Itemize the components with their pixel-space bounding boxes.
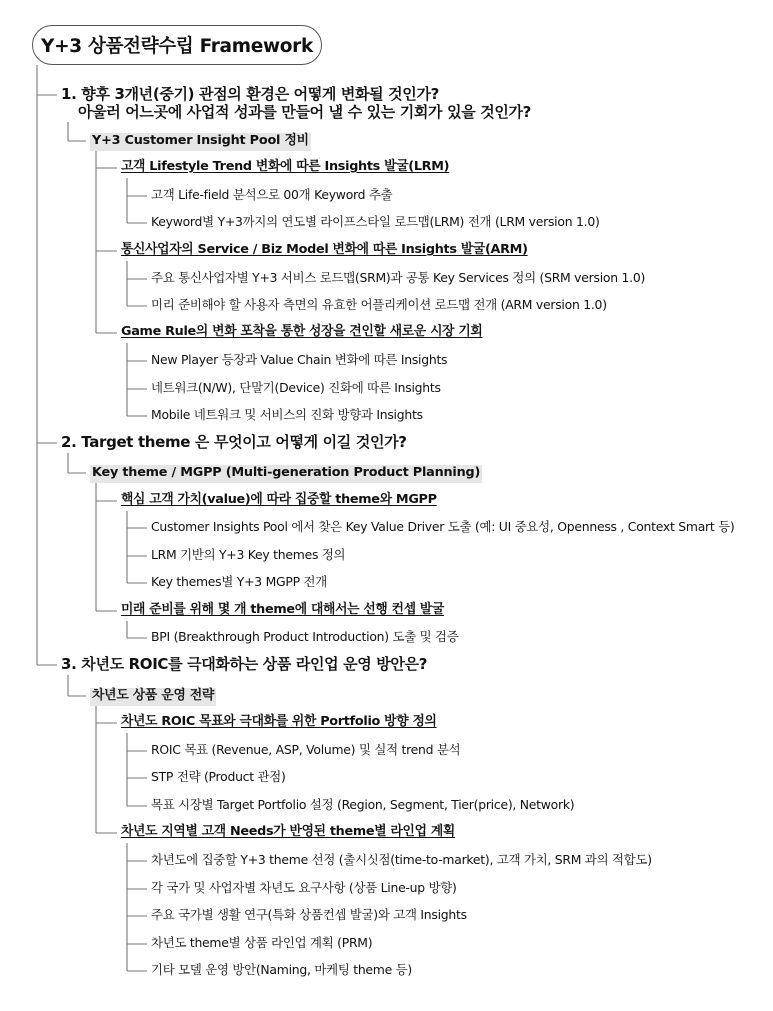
section-1-topic-3-item-1: New Player 등장과 Value Chain 변화에 따른 Insights xyxy=(151,352,448,367)
section-2-question: 2. Target theme 은 무엇이고 어떻게 이길 것인가? xyxy=(61,433,407,451)
section-1-topic-1-item-1: 고객 Life-field 분석으로 00개 Keyword 추출 xyxy=(151,187,393,202)
section-1-topic-1-item-2: Keyword별 Y+3까지의 연도별 라이프스타일 로드맵(LRM) 전개 (LRM version 1.0) xyxy=(151,214,600,229)
section-3-topic-2-item-4: 차년도 theme별 상품 라인업 계획 (PRM) xyxy=(151,935,373,950)
section-3-topic-2-item-1: 차년도에 집중할 Y+3 theme 선정 (출시싯점(time-to-market), 고객 가치, SRM 과의 적합도) xyxy=(151,852,652,867)
section-2-group: Key theme / MGPP (Multi-generation Product Planning) xyxy=(90,465,482,483)
section-3-question: 3. 차년도 ROIC를 극대화하는 상품 라인업 운영 방안은? xyxy=(61,655,428,673)
section-3-topic-1-item-1: ROIC 목표 (Revenue, ASP, Volume) 및 실적 trend 분석 xyxy=(151,742,461,757)
section-1-topic-1: 고객 Lifestyle Trend 변화에 따른 Insights 발굴(LRM) xyxy=(121,159,450,174)
section-3-topic-1: 차년도 ROIC 목표와 극대화를 위한 Portfolio 방향 정의 xyxy=(121,714,437,729)
section-2-topic-2-item-1: BPI (Breakthrough Product Introduction) 도출 및 검증 xyxy=(151,629,459,644)
section-3-topic-2-item-2: 각 국가 및 사업자별 차년도 요구사항 (상품 Line-up 방향) xyxy=(151,880,457,895)
section-2-topic-1: 핵심 고객 가치(value)에 따라 집중할 theme와 MGPP xyxy=(121,492,437,507)
section-1-topic-2-item-2: 미리 준비해야 할 사용자 측면의 유효한 어플리케이션 로드맵 전개 (ARM version 1.0) xyxy=(151,297,607,312)
section-3-topic-1-item-2: STP 전략 (Product 관점) xyxy=(151,769,286,784)
section-2-topic-1-item-2: LRM 기반의 Y+3 Key themes 정의 xyxy=(151,547,346,562)
framework-title-box xyxy=(32,25,322,65)
section-3-topic-2-item-5: 기타 모델 운영 방안(Naming, 마케팅 theme 등) xyxy=(151,962,412,977)
framework-title: Y+3 상품전략수립 Framework xyxy=(41,36,313,57)
section-3-topic-2-item-3: 주요 국가별 생활 연구(특화 상품컨셉 발굴)와 고객 Insights xyxy=(151,907,467,922)
section-1-topic-3: Game Rule의 변화 포착을 통한 성장을 견인할 새로운 시장 기회 xyxy=(121,324,483,339)
section-1-question-line2: 아울러 어느곳에 사업적 성과를 만들어 낼 수 있는 기회가 있을 것인가? xyxy=(78,103,531,121)
section-1-topic-2: 통신사업자의 Service / Biz Model 변화에 따른 Insights 발굴(ARM) xyxy=(121,242,528,257)
section-3-group: 차년도 상품 운영 전략 xyxy=(90,688,216,706)
section-3-topic-2: 차년도 지역별 고객 Needs가 반영된 theme별 라인업 계획 xyxy=(121,824,455,839)
section-2-topic-1-item-1: Customer Insights Pool 에서 찾은 Key Value Driver 도출 (예: UI 중요성, Openness , Context Smart 등) xyxy=(151,519,735,534)
section-1-question: 1. 향후 3개년(중기) 관점의 환경은 어떻게 변화될 것인가? xyxy=(61,85,439,103)
section-2-topic-2: 미래 준비를 위해 몇 개 theme에 대해서는 선행 컨셉 발굴 xyxy=(121,602,445,617)
section-1-topic-2-item-1: 주요 통신사업자별 Y+3 서비스 로드맵(SRM)과 공통 Key Services 정의 (SRM version 1.0) xyxy=(151,270,646,285)
section-1-group: Y+3 Customer Insight Pool 정비 xyxy=(90,133,311,151)
section-1-topic-3-item-3: Mobile 네트워크 및 서비스의 진화 방향과 Insights xyxy=(151,407,423,422)
section-3-topic-1-item-3: 목표 시장별 Target Portfolio 설정 (Region, Segment, Tier(price), Network) xyxy=(151,797,575,812)
section-2-topic-1-item-3: Key themes별 Y+3 MGPP 전개 xyxy=(151,574,327,589)
section-1-topic-3-item-2: 네트워크(N/W), 단말기(Device) 진화에 따른 Insights xyxy=(151,380,441,395)
